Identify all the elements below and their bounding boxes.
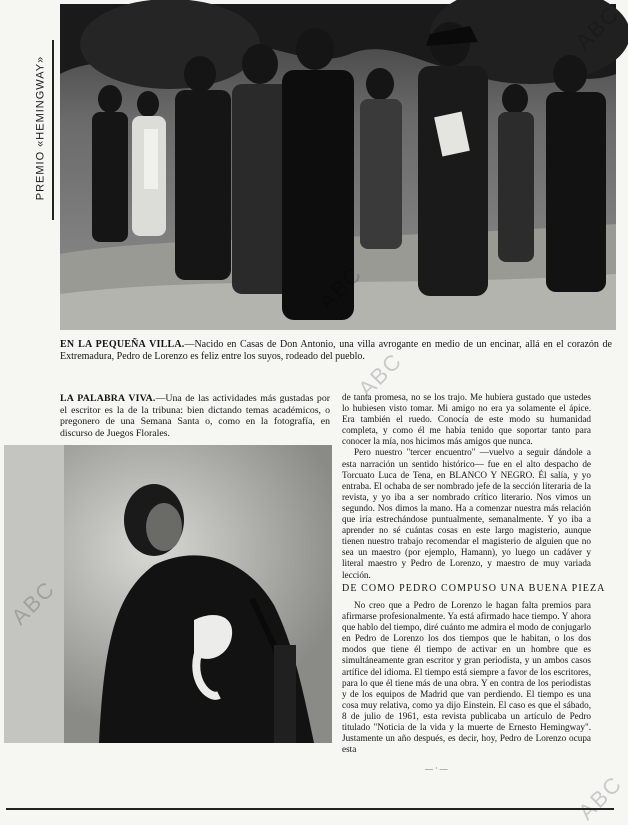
left-caption-lead: LA PALABRA VIVA.: [60, 393, 156, 404]
article-paragraph-1: de tanta promesa, no se los trajo. Me hubiera gustado que ustedes lo hubiesen visto tomar. Mi amigo no era ya solamente el ápice. Era también el ruedo. Conocía de este modo su humanidad completa, y como él me había tenido que soportar tanto para conocer la mía, nos hicimos más amigos que nunca.: [342, 392, 591, 447]
left-caption-text: —Una de las actividades más gustadas por el escritor es la de la tribuna: bien dictando temas académicos, o pregonero de una Semana Santa o, como en la fotografía, en discurso de Juegos Florales.: [60, 393, 330, 439]
left-photo-caption: [60, 393, 330, 439]
top-caption-lead: EN LA PEQUEÑA VILLA.: [60, 339, 185, 350]
article-column-continued: [342, 600, 591, 755]
section-label: PREMIO «HEMINGWAY»: [34, 55, 46, 200]
section-divider: [52, 40, 54, 220]
article-paragraph-3: No creo que a Pedro de Lorenzo le hagan falta premios para afirmarse profesionalmente. Ya está afirmado hace tiempo. Y ahora que hablo del tiempo, diré cuánto me admira el modo de conjugarlo en Pedro de Lorenzo los dos tiempos que le habitan, o los dos modos que tiene él tiempo de activar en un hombre que es simultáneamente gran escritor y gran periodista, y un ambos casos artífice del idioma. El tiempo está siempre a favor de los escritores, para lo que él tiene más de una obra. Y en contra de los periodistas y de los equipos de Madrid que van perdiendo. El tiempo es una cosa muy relativa, como ya dijo Einstein. El caso es que el sábado, 8 de julio de 1961, esta revista publicaba un artículo de Pedro titulado "Noticia de la vida y la muerte de Ernesto Hemingway". Justamente un año después, es decir, hoy, Pedro de Lorenzo ocupa esta: [342, 600, 592, 755]
article-column: [342, 392, 591, 581]
watermark: ABC: [353, 347, 408, 402]
watermark: ABC: [573, 770, 628, 825]
article-paragraph-2: Pero nuestro "tercer encuentro" —vuelvo a seguir dándole a esta narración un sentido histórico— fue en el alto despacho de Torcuato Luca de Tena, en BLANCO Y NEGRO. Él salía, y yo entraba. El ochaba de ser nombrado jefe de la sección literaria de la revista, y yo iba a ser nombrado crítico literario. Nos vimos un segundo. Nos dimos la mano. Ha a comenzar nuestra más relación que iría estrechándose puntualmente, semanalmente. Y yo iba a aprender no sé cuántas cosas en este largo magisterio, aunque tienen nuestro trabajo recomendar el magisterio de alguien que no sea un maestro (por ejemplo, Hamann), yo luego un cadáver y literal maestro y Pedro de Lorenzo, y maestro de muy variada lección.: [342, 447, 591, 580]
top-caption-text: —Nacido en Casas de Don Antonio, una villa avrogante en medio de un encinar, allá en el corazón de Extremadura, Pedro de Lorenzo es feliz entre los suyos, rodeado del pueblo.: [60, 339, 612, 362]
article-subhead: DE COMO PEDRO COMPUSO UNA BUENA PIEZA: [342, 583, 606, 594]
village-crowd-photo: [60, 4, 616, 330]
speech-photo: [4, 445, 332, 743]
page-dash: — · —: [425, 764, 448, 773]
top-photo-caption: [60, 339, 612, 362]
bottom-rule: [6, 808, 614, 810]
